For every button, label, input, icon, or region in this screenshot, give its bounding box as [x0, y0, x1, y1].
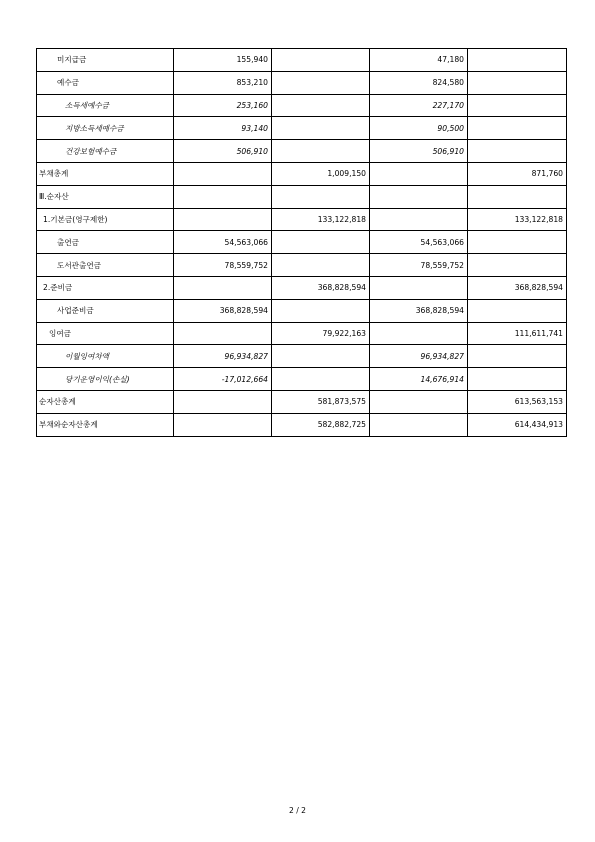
amount-cell-c1	[174, 322, 272, 345]
row-label: Ⅲ.순자산	[37, 185, 174, 208]
balance-sheet-table	[36, 48, 567, 437]
row-label: 지방소득세예수금	[37, 117, 174, 140]
amount-cell-c4	[468, 231, 567, 254]
table-row	[37, 185, 567, 208]
amount-cell-c2: 79,922,163	[272, 322, 370, 345]
amount-cell-c3	[370, 162, 468, 185]
row-label: 사업준비금	[37, 299, 174, 322]
amount-cell-c2: 1,009,150	[272, 162, 370, 185]
amount-cell-c4	[468, 71, 567, 94]
balance-sheet-body	[37, 49, 567, 437]
amount-cell-c2	[272, 94, 370, 117]
amount-cell-c4	[468, 345, 567, 368]
amount-cell-c3: 506,910	[370, 140, 468, 163]
amount-cell-c4: 133,122,818	[468, 208, 567, 231]
row-label: 건강보험예수금	[37, 140, 174, 163]
amount-cell-c2	[272, 49, 370, 72]
table-row	[37, 322, 567, 345]
amount-cell-c1	[174, 390, 272, 413]
amount-cell-c1: 253,160	[174, 94, 272, 117]
amount-cell-c4: 613,563,153	[468, 390, 567, 413]
amount-cell-c2	[272, 231, 370, 254]
amount-cell-c1	[174, 185, 272, 208]
row-label: 부채와순자산총계	[37, 413, 174, 436]
amount-cell-c2: 368,828,594	[272, 276, 370, 299]
amount-cell-c4	[468, 117, 567, 140]
row-label: 소득세예수금	[37, 94, 174, 117]
amount-cell-c2	[272, 299, 370, 322]
amount-cell-c2	[272, 254, 370, 277]
amount-cell-c4: 871,760	[468, 162, 567, 185]
amount-cell-c3: 96,934,827	[370, 345, 468, 368]
row-label: 순자산총계	[37, 390, 174, 413]
table-row	[37, 140, 567, 163]
amount-cell-c1	[174, 162, 272, 185]
row-label: 예수금	[37, 71, 174, 94]
amount-cell-c1	[174, 413, 272, 436]
amount-cell-c4	[468, 140, 567, 163]
table-row	[37, 117, 567, 140]
table-row	[37, 162, 567, 185]
amount-cell-c3	[370, 185, 468, 208]
amount-cell-c1: 78,559,752	[174, 254, 272, 277]
amount-cell-c4	[468, 254, 567, 277]
table-row	[37, 390, 567, 413]
amount-cell-c3	[370, 322, 468, 345]
table-row	[37, 49, 567, 72]
amount-cell-c3: 47,180	[370, 49, 468, 72]
amount-cell-c2: 133,122,818	[272, 208, 370, 231]
amount-cell-c3: 78,559,752	[370, 254, 468, 277]
amount-cell-c1	[174, 276, 272, 299]
amount-cell-c4	[468, 368, 567, 391]
amount-cell-c3	[370, 208, 468, 231]
amount-cell-c1: 93,140	[174, 117, 272, 140]
amount-cell-c3: 54,563,066	[370, 231, 468, 254]
amount-cell-c3	[370, 390, 468, 413]
amount-cell-c1: 506,910	[174, 140, 272, 163]
amount-cell-c2	[272, 185, 370, 208]
amount-cell-c4	[468, 185, 567, 208]
amount-cell-c3: 14,676,914	[370, 368, 468, 391]
amount-cell-c4	[468, 94, 567, 117]
amount-cell-c3	[370, 413, 468, 436]
table-row	[37, 254, 567, 277]
table-row	[37, 299, 567, 322]
table-row	[37, 368, 567, 391]
page-number: 2 / 2	[288, 806, 307, 815]
amount-cell-c2	[272, 345, 370, 368]
amount-cell-c2: 581,873,575	[272, 390, 370, 413]
row-label: 2.준비금	[37, 276, 174, 299]
amount-cell-c1: 368,828,594	[174, 299, 272, 322]
amount-cell-c2	[272, 71, 370, 94]
amount-cell-c1: -17,012,664	[174, 368, 272, 391]
amount-cell-c4	[468, 49, 567, 72]
amount-cell-c3	[370, 276, 468, 299]
table-row	[37, 413, 567, 436]
row-label: 1.기본금(영구제한)	[37, 208, 174, 231]
amount-cell-c4	[468, 299, 567, 322]
table-row	[37, 276, 567, 299]
row-label: 출연금	[37, 231, 174, 254]
amount-cell-c3: 824,580	[370, 71, 468, 94]
amount-cell-c2	[272, 140, 370, 163]
amount-cell-c2: 582,882,725	[272, 413, 370, 436]
amount-cell-c3: 227,170	[370, 94, 468, 117]
amount-cell-c4: 614,434,913	[468, 413, 567, 436]
amount-cell-c3: 90,500	[370, 117, 468, 140]
amount-cell-c1: 853,210	[174, 71, 272, 94]
amount-cell-c2	[272, 368, 370, 391]
amount-cell-c1: 155,940	[174, 49, 272, 72]
table-row	[37, 345, 567, 368]
row-label: 부채총계	[37, 162, 174, 185]
amount-cell-c1: 54,563,066	[174, 231, 272, 254]
table-row	[37, 231, 567, 254]
amount-cell-c1: 96,934,827	[174, 345, 272, 368]
table-row	[37, 208, 567, 231]
row-label: 당기운영이익(손실)	[37, 368, 174, 391]
amount-cell-c1	[174, 208, 272, 231]
row-label: 이월잉여차액	[37, 345, 174, 368]
row-label: 도서관출연금	[37, 254, 174, 277]
table-row	[37, 71, 567, 94]
amount-cell-c3: 368,828,594	[370, 299, 468, 322]
amount-cell-c2	[272, 117, 370, 140]
row-label: 잉여금	[37, 322, 174, 345]
amount-cell-c4: 111,611,741	[468, 322, 567, 345]
amount-cell-c4: 368,828,594	[468, 276, 567, 299]
table-row	[37, 94, 567, 117]
row-label: 미지급금	[37, 49, 174, 72]
